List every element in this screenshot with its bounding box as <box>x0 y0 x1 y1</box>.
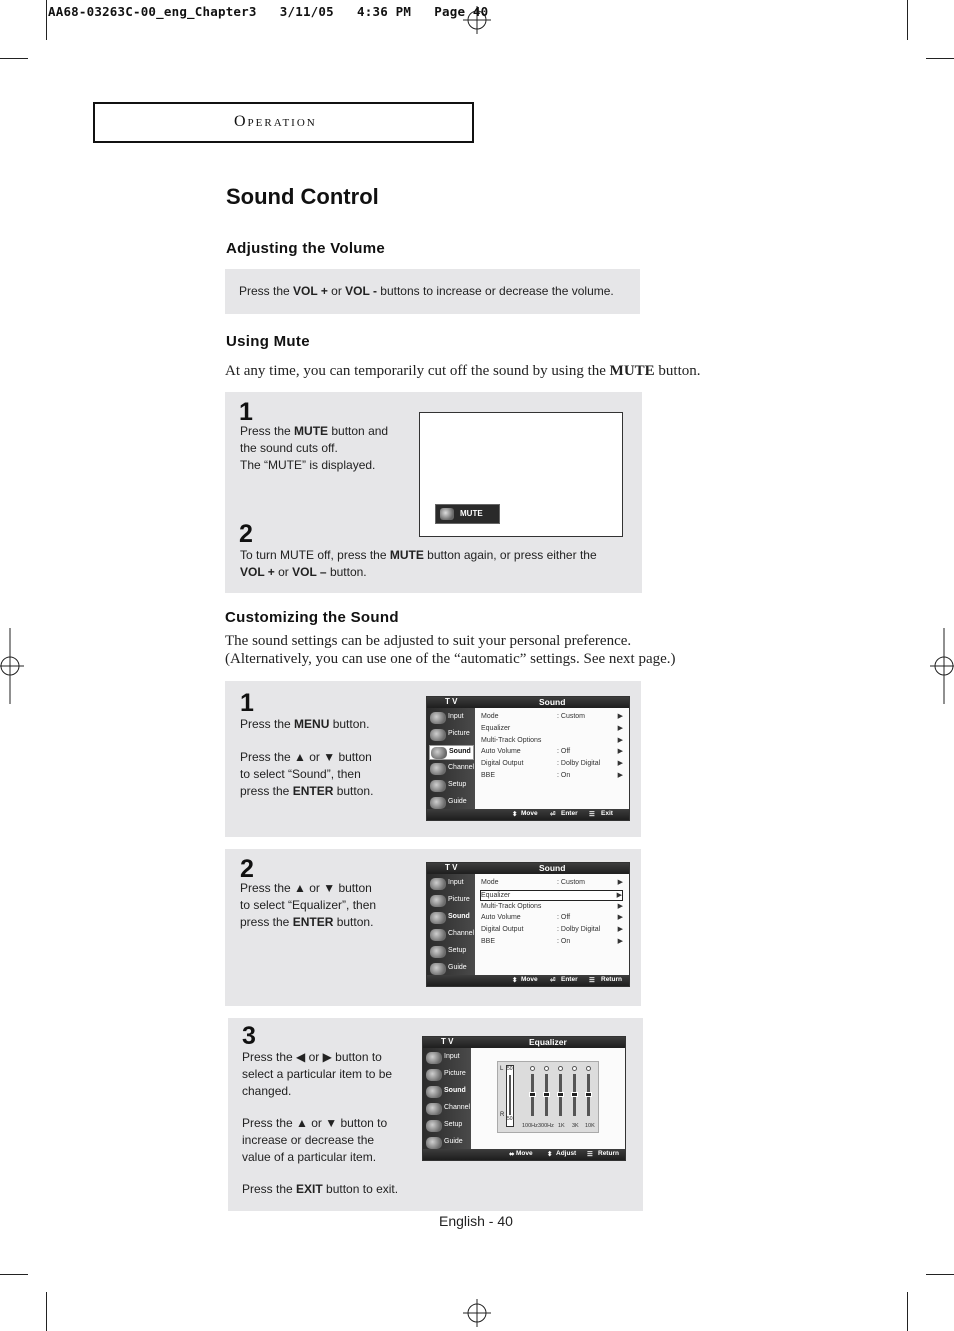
osd-menu-row <box>481 902 623 913</box>
balance-left-label: L <box>500 1066 504 1072</box>
move-icon: ⬍ <box>512 977 518 984</box>
osd-title-bar <box>423 1037 625 1048</box>
channel-icon <box>426 1103 442 1115</box>
text-run: Press the <box>239 284 294 298</box>
print-header: AA68-03263C-00_eng_Chapter3 3/11/05 4:36 PM Page 40 <box>48 4 489 19</box>
osd-menu-row <box>481 759 623 770</box>
osd-row-key: Equalizer <box>481 725 511 732</box>
crop-mark <box>926 58 954 59</box>
text-line: to select “Sound”, then <box>240 767 361 781</box>
osd-sidebar <box>423 1048 471 1149</box>
osd-row-value: : Dolby Digital <box>557 926 601 933</box>
mute-step1-text <box>240 423 388 474</box>
text-run: VOL – <box>292 565 327 579</box>
enter-icon: ⏎ <box>550 811 556 818</box>
text-run: MUTE <box>389 548 424 562</box>
osd-side-sound <box>429 745 474 760</box>
customize-step3-text <box>242 1049 398 1198</box>
osd-footer <box>427 975 629 986</box>
osd-sound-menu <box>426 696 630 821</box>
osd-menu-row <box>481 937 623 948</box>
customize-intro <box>225 632 676 668</box>
customize-step3-box <box>228 1018 643 1211</box>
osd-row-value: : Dolby Digital <box>557 760 601 767</box>
volume-heading: Adjusting the Volume <box>226 240 386 257</box>
text-run: Press the <box>240 717 295 731</box>
balance-bottom-value: 50 <box>507 1116 513 1122</box>
text-run: button. <box>326 565 367 579</box>
crop-mark <box>907 1292 908 1331</box>
osd-foot-enter: Enter <box>561 976 578 983</box>
text-run: MENU <box>294 717 330 731</box>
text-line: Press the ▲ or ▼ button <box>240 881 372 895</box>
enter-icon: ⏎ <box>550 977 556 984</box>
osd-row-key: Digital Output <box>481 926 524 933</box>
osd-row-key: Mode <box>481 879 499 886</box>
text-run: button to exit. <box>322 1182 399 1196</box>
osd-sound-menu-equalizer <box>426 862 630 987</box>
osd-side-input <box>425 1051 470 1066</box>
osd-row-key: Mode <box>481 713 499 720</box>
text-run: VOL - <box>345 284 377 298</box>
text-line: The “MUTE” is displayed. <box>240 458 376 472</box>
osd-side-picture <box>425 1068 470 1083</box>
text-run: EXIT <box>296 1182 323 1196</box>
eq-band-marker <box>558 1066 563 1071</box>
sound-icon <box>426 1086 442 1098</box>
section-tab <box>93 102 474 143</box>
channel-icon <box>430 929 446 941</box>
osd-title: Equalizer <box>529 1037 567 1047</box>
tv-screen-mute <box>419 412 623 537</box>
eq-freq-label: 300Hz <box>538 1123 554 1129</box>
osd-side-picture <box>429 728 474 743</box>
crop-mark <box>0 58 28 59</box>
osd-row-key: Auto Volume <box>481 914 521 921</box>
menu-icon: ☰ <box>587 1151 593 1158</box>
osd-side-label: Setup <box>444 1121 463 1128</box>
customize-step2-box <box>225 849 641 1006</box>
customize-step2-text <box>240 880 376 931</box>
volume-text <box>239 283 614 300</box>
osd-sidebar <box>427 708 475 809</box>
registration-mark-right <box>930 628 954 704</box>
text-line: to select “Equalizer”, then <box>240 898 377 912</box>
page-footer: English - 40 <box>439 1213 513 1229</box>
osd-menu-list <box>475 708 629 809</box>
osd-menu-row <box>481 724 623 735</box>
text-line: value of a particular item. <box>242 1150 377 1164</box>
mute-indicator-label: MUTE <box>460 509 483 518</box>
osd-foot-enter: Enter <box>561 810 578 817</box>
page-title: Sound Control <box>226 184 379 209</box>
arrow-right-icon: ▶ <box>617 879 623 886</box>
text-line: The sound settings can be adjusted to suit your personal preference. <box>225 633 632 649</box>
step-number: 1 <box>240 689 254 717</box>
balance-right-label: R <box>500 1112 505 1118</box>
text-line: Press the ▲ or ▼ button <box>240 750 372 764</box>
text-line: select a particular item to be <box>242 1067 393 1081</box>
arrow-right-icon: ▶ <box>617 737 623 744</box>
guide-icon <box>430 797 446 809</box>
registration-mark-bottom <box>463 1299 491 1327</box>
osd-footer <box>423 1149 625 1160</box>
osd-title-bar <box>427 697 629 708</box>
text-line: Press the ▲ or ▼ button to <box>242 1116 388 1130</box>
mute-indicator <box>435 504 500 524</box>
crop-mark <box>46 1292 47 1331</box>
eq-slider-knob <box>571 1092 578 1097</box>
arrow-right-icon: ▶ <box>616 892 622 899</box>
text-run: At any time, you can temporarily cut off the sound by using the <box>225 363 610 379</box>
adjust-icon: ⬍ <box>547 1151 553 1158</box>
osd-tv-label: T V <box>445 863 458 872</box>
customize-step1-text <box>240 716 373 800</box>
osd-title-bar <box>427 863 629 874</box>
osd-side-label: Guide <box>448 798 467 805</box>
osd-menu-row <box>481 736 623 747</box>
text-run: ENTER <box>292 784 334 798</box>
text-line: the sound cuts off. <box>240 441 338 455</box>
osd-side-setup <box>429 945 474 960</box>
osd-menu-row <box>481 913 623 924</box>
sound-icon <box>430 912 446 924</box>
osd-side-label: Input <box>448 879 464 886</box>
osd-menu-row <box>481 771 623 782</box>
customize-step1-box <box>225 681 641 837</box>
channel-icon <box>430 763 446 775</box>
osd-foot-return: Return <box>598 1150 619 1157</box>
osd-foot-exit: Exit <box>601 810 613 817</box>
section-tab-label: Operation <box>234 113 317 130</box>
text-run: press the <box>240 915 293 929</box>
osd-side-label: Channel <box>444 1104 471 1111</box>
eq-freq-label: 3K <box>572 1123 579 1129</box>
osd-row-value: : Off <box>557 748 571 755</box>
text-run: button. <box>333 784 374 798</box>
eq-slider-knob <box>557 1092 564 1097</box>
text-run: button. <box>329 717 370 731</box>
text-run: button. <box>333 915 374 929</box>
osd-side-label: Channel <box>448 764 475 771</box>
osd-title: Sound <box>539 697 566 707</box>
eq-slider-knob <box>585 1092 592 1097</box>
text-run: To turn MUTE off, press the <box>240 548 390 562</box>
arrow-right-icon: ▶ <box>617 772 623 779</box>
osd-side-label: Picture <box>448 896 470 903</box>
osd-menu-row <box>481 925 623 936</box>
eq-freq-label: 10K <box>585 1123 595 1129</box>
osd-tv-label: T V <box>441 1037 454 1046</box>
osd-side-setup <box>425 1119 470 1134</box>
arrow-right-icon: ▶ <box>617 713 623 720</box>
osd-side-sound <box>429 911 474 926</box>
osd-side-label: Picture <box>448 730 470 737</box>
mute-steps-box <box>225 392 642 593</box>
osd-row-value: : Custom <box>557 713 586 720</box>
osd-foot-adjust: Adjust <box>556 1150 577 1157</box>
sound-icon <box>431 747 447 759</box>
picture-icon <box>430 895 446 907</box>
osd-row-value: : On <box>557 938 571 945</box>
arrow-right-icon: ▶ <box>617 760 623 767</box>
text-run: button again, or press either the <box>423 548 597 562</box>
crop-mark <box>926 1274 954 1275</box>
osd-side-label: Sound <box>448 913 470 920</box>
osd-row-key: Digital Output <box>481 760 524 767</box>
guide-icon <box>426 1137 442 1149</box>
osd-side-label: Guide <box>448 964 467 971</box>
osd-row-key: Multi-Track Options <box>481 737 542 744</box>
eq-freq-label: 1K <box>558 1123 565 1129</box>
osd-side-label: Setup <box>448 781 467 788</box>
osd-tv-label: T V <box>445 697 458 706</box>
osd-menu-row <box>481 747 623 758</box>
text-run: VOL + <box>293 284 328 298</box>
osd-side-setup <box>429 779 474 794</box>
osd-foot-move: Move <box>521 976 538 983</box>
eq-band-marker <box>572 1066 577 1071</box>
osd-foot-move: Move <box>521 810 538 817</box>
osd-row-key: Multi-Track Options <box>481 903 542 910</box>
text-run: or <box>274 565 293 579</box>
text-line: (Alternatively, you can use one of the “automatic” settings. See next page.) <box>225 651 676 667</box>
osd-side-input <box>429 877 474 892</box>
menu-icon: ☰ <box>589 977 595 984</box>
osd-side-label: Channel <box>448 930 475 937</box>
step-number: 3 <box>242 1022 256 1050</box>
text-run: buttons to increase or decrease the volume. <box>376 284 614 298</box>
text-run: Press the <box>240 424 295 438</box>
text-run: button. <box>654 363 701 379</box>
osd-side-input <box>429 711 474 726</box>
eq-band-marker <box>530 1066 535 1071</box>
osd-row-key: Equalizer <box>481 892 511 899</box>
input-icon <box>430 878 446 890</box>
step-number: 1 <box>239 398 253 426</box>
osd-title: Sound <box>539 863 566 873</box>
arrow-right-icon: ▶ <box>617 938 623 945</box>
osd-side-channel <box>429 762 474 777</box>
osd-menu-list <box>475 874 629 975</box>
customize-heading: Customizing the Sound <box>225 609 399 626</box>
mute-step2-text <box>240 547 597 581</box>
arrow-right-icon: ▶ <box>617 748 623 755</box>
osd-side-label: Sound <box>449 748 471 755</box>
eq-band-marker <box>544 1066 549 1071</box>
osd-side-label: Guide <box>444 1138 463 1145</box>
text-run: button and <box>328 424 389 438</box>
osd-row-value: : On <box>557 772 571 779</box>
text-run: or <box>327 284 346 298</box>
osd-sidebar <box>427 874 475 975</box>
step-number: 2 <box>240 855 254 883</box>
setup-icon <box>426 1120 442 1132</box>
osd-side-picture <box>429 894 474 909</box>
osd-row-key: BBE <box>481 938 496 945</box>
arrow-right-icon: ▶ <box>617 926 623 933</box>
eq-band-marker <box>586 1066 591 1071</box>
text-line: Press the ◀ or ▶ button to <box>242 1050 382 1064</box>
equalizer-panel <box>497 1061 599 1133</box>
osd-equalizer <box>422 1036 626 1161</box>
eq-slider-knob <box>529 1092 536 1097</box>
setup-icon <box>430 780 446 792</box>
mute-speaker-icon <box>440 508 454 520</box>
osd-row-value: : Off <box>557 914 571 921</box>
text-line: changed. <box>242 1084 292 1098</box>
osd-side-channel <box>429 928 474 943</box>
input-icon <box>430 712 446 724</box>
eq-slider-knob <box>543 1092 550 1097</box>
balance-slider <box>506 1065 514 1127</box>
picture-icon <box>426 1069 442 1081</box>
setup-icon <box>430 946 446 958</box>
text-run: ENTER <box>292 915 334 929</box>
osd-side-label: Input <box>444 1053 460 1060</box>
step-number: 2 <box>239 520 253 548</box>
volume-box <box>225 269 640 314</box>
arrow-right-icon: ▶ <box>617 914 623 921</box>
mute-heading: Using Mute <box>226 333 310 350</box>
balance-top-value: 50 <box>507 1066 513 1072</box>
registration-mark-left <box>0 628 24 704</box>
osd-row-value: : Custom <box>557 879 586 886</box>
osd-menu-row <box>481 712 623 723</box>
move-icon: ⬌ <box>509 1151 515 1158</box>
osd-side-label: Sound <box>444 1087 466 1094</box>
osd-menu-row <box>481 878 623 889</box>
osd-side-channel <box>425 1102 470 1117</box>
menu-icon: ☰ <box>589 811 595 818</box>
text-run: VOL + <box>240 565 275 579</box>
osd-foot-return: Return <box>601 976 622 983</box>
osd-side-label: Setup <box>448 947 467 954</box>
arrow-right-icon: ▶ <box>617 725 623 732</box>
osd-side-sound <box>425 1085 470 1100</box>
text-line: increase or decrease the <box>242 1133 375 1147</box>
osd-row-key: BBE <box>481 772 496 779</box>
osd-side-label: Input <box>448 713 464 720</box>
osd-row-key: Auto Volume <box>481 748 521 755</box>
text-run: MUTE <box>609 363 655 379</box>
guide-icon <box>430 963 446 975</box>
picture-icon <box>430 729 446 741</box>
osd-menu-row-selected <box>480 890 623 901</box>
arrow-right-icon: ▶ <box>617 903 623 910</box>
balance-track <box>509 1075 511 1115</box>
osd-footer <box>427 809 629 820</box>
crop-mark <box>907 0 908 40</box>
crop-mark <box>46 0 47 40</box>
move-icon: ⬍ <box>512 811 518 818</box>
crop-mark <box>0 1274 28 1275</box>
osd-foot-move: Move <box>516 1150 533 1157</box>
text-run: press the <box>240 784 293 798</box>
osd-side-label: Picture <box>444 1070 466 1077</box>
mute-intro <box>225 362 701 380</box>
input-icon <box>426 1052 442 1064</box>
eq-freq-label: 100Hz <box>522 1123 538 1129</box>
osd-equalizer-area <box>471 1048 625 1149</box>
text-run: MUTE <box>294 424 329 438</box>
text-run: Press the <box>242 1182 297 1196</box>
